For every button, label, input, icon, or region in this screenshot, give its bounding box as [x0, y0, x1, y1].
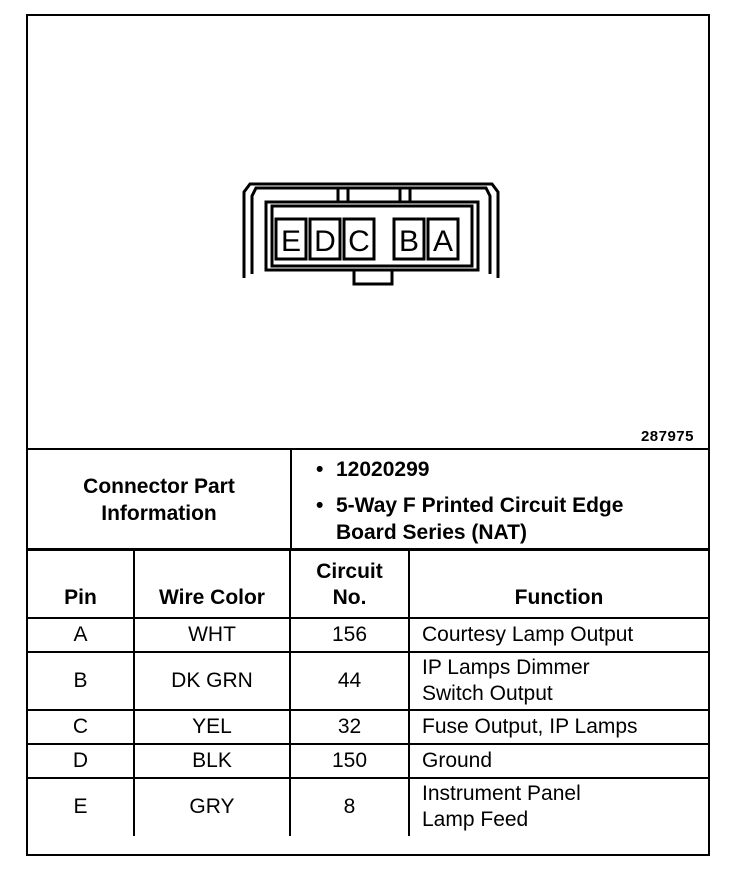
pin-letter-a: A — [432, 225, 454, 258]
pin-letter-e: E — [280, 225, 302, 258]
cell-circuit: 150 — [290, 744, 409, 778]
cell-function — [409, 652, 708, 710]
part-description: 5-Way F Printed Circuit Edge Board Series (NAT) — [336, 494, 624, 544]
info-values-cell — [292, 450, 708, 550]
bullet-icon: • — [316, 458, 324, 481]
figure-id: 287975 — [640, 428, 694, 445]
connector-diagram — [28, 16, 708, 448]
cell-circuit: 32 — [290, 710, 409, 744]
cell-circuit: 156 — [290, 618, 409, 652]
pin-letter-d: D — [314, 225, 336, 258]
cell-function: Ground — [409, 744, 708, 778]
cell-function: Fuse Output, IP Lamps — [409, 710, 708, 744]
cell-pin: D — [28, 744, 134, 778]
connector-face-drawing — [28, 16, 708, 448]
cell-wire-color: DK GRN — [134, 652, 290, 710]
info-label: Connector Part Information — [83, 475, 235, 525]
connector-document — [26, 14, 710, 856]
pin-letter-c: C — [348, 225, 370, 258]
table-row — [28, 710, 708, 744]
cell-pin: B — [28, 652, 134, 710]
cell-pin: E — [28, 778, 134, 836]
connector-part-info — [28, 448, 708, 550]
cell-function: Courtesy Lamp Output — [409, 618, 708, 652]
cell-circuit: 8 — [290, 778, 409, 836]
header-circuit-no — [290, 550, 409, 618]
part-number: 12020299 — [336, 458, 430, 481]
cell-wire-color: WHT — [134, 618, 290, 652]
cell-pin: C — [28, 710, 134, 744]
cell-wire-color: YEL — [134, 710, 290, 744]
pin-table — [28, 548, 708, 836]
table-row — [28, 778, 708, 836]
header-function: Function — [409, 550, 708, 618]
cell-wire-color: BLK — [134, 744, 290, 778]
cell-function — [409, 778, 708, 836]
bullet-icon: • — [316, 494, 324, 517]
table-header-row — [28, 550, 708, 618]
cell-circuit: 44 — [290, 652, 409, 710]
table-row — [28, 652, 708, 710]
pin-letter-b: B — [398, 225, 420, 258]
table-row — [28, 744, 708, 778]
cell-wire-color: GRY — [134, 778, 290, 836]
header-circuit-no-label: Circuit No. — [316, 559, 383, 609]
header-pin: Pin — [28, 550, 134, 618]
cell-pin: A — [28, 618, 134, 652]
part-number-item — [316, 456, 430, 483]
cell-function-text: Instrument Panel Lamp Feed — [422, 782, 581, 831]
info-label-cell — [28, 450, 292, 550]
header-wire-color: Wire Color — [134, 550, 290, 618]
cell-function-text: IP Lamps Dimmer Switch Output — [422, 655, 590, 705]
description-item — [316, 492, 676, 546]
table-row — [28, 618, 708, 652]
